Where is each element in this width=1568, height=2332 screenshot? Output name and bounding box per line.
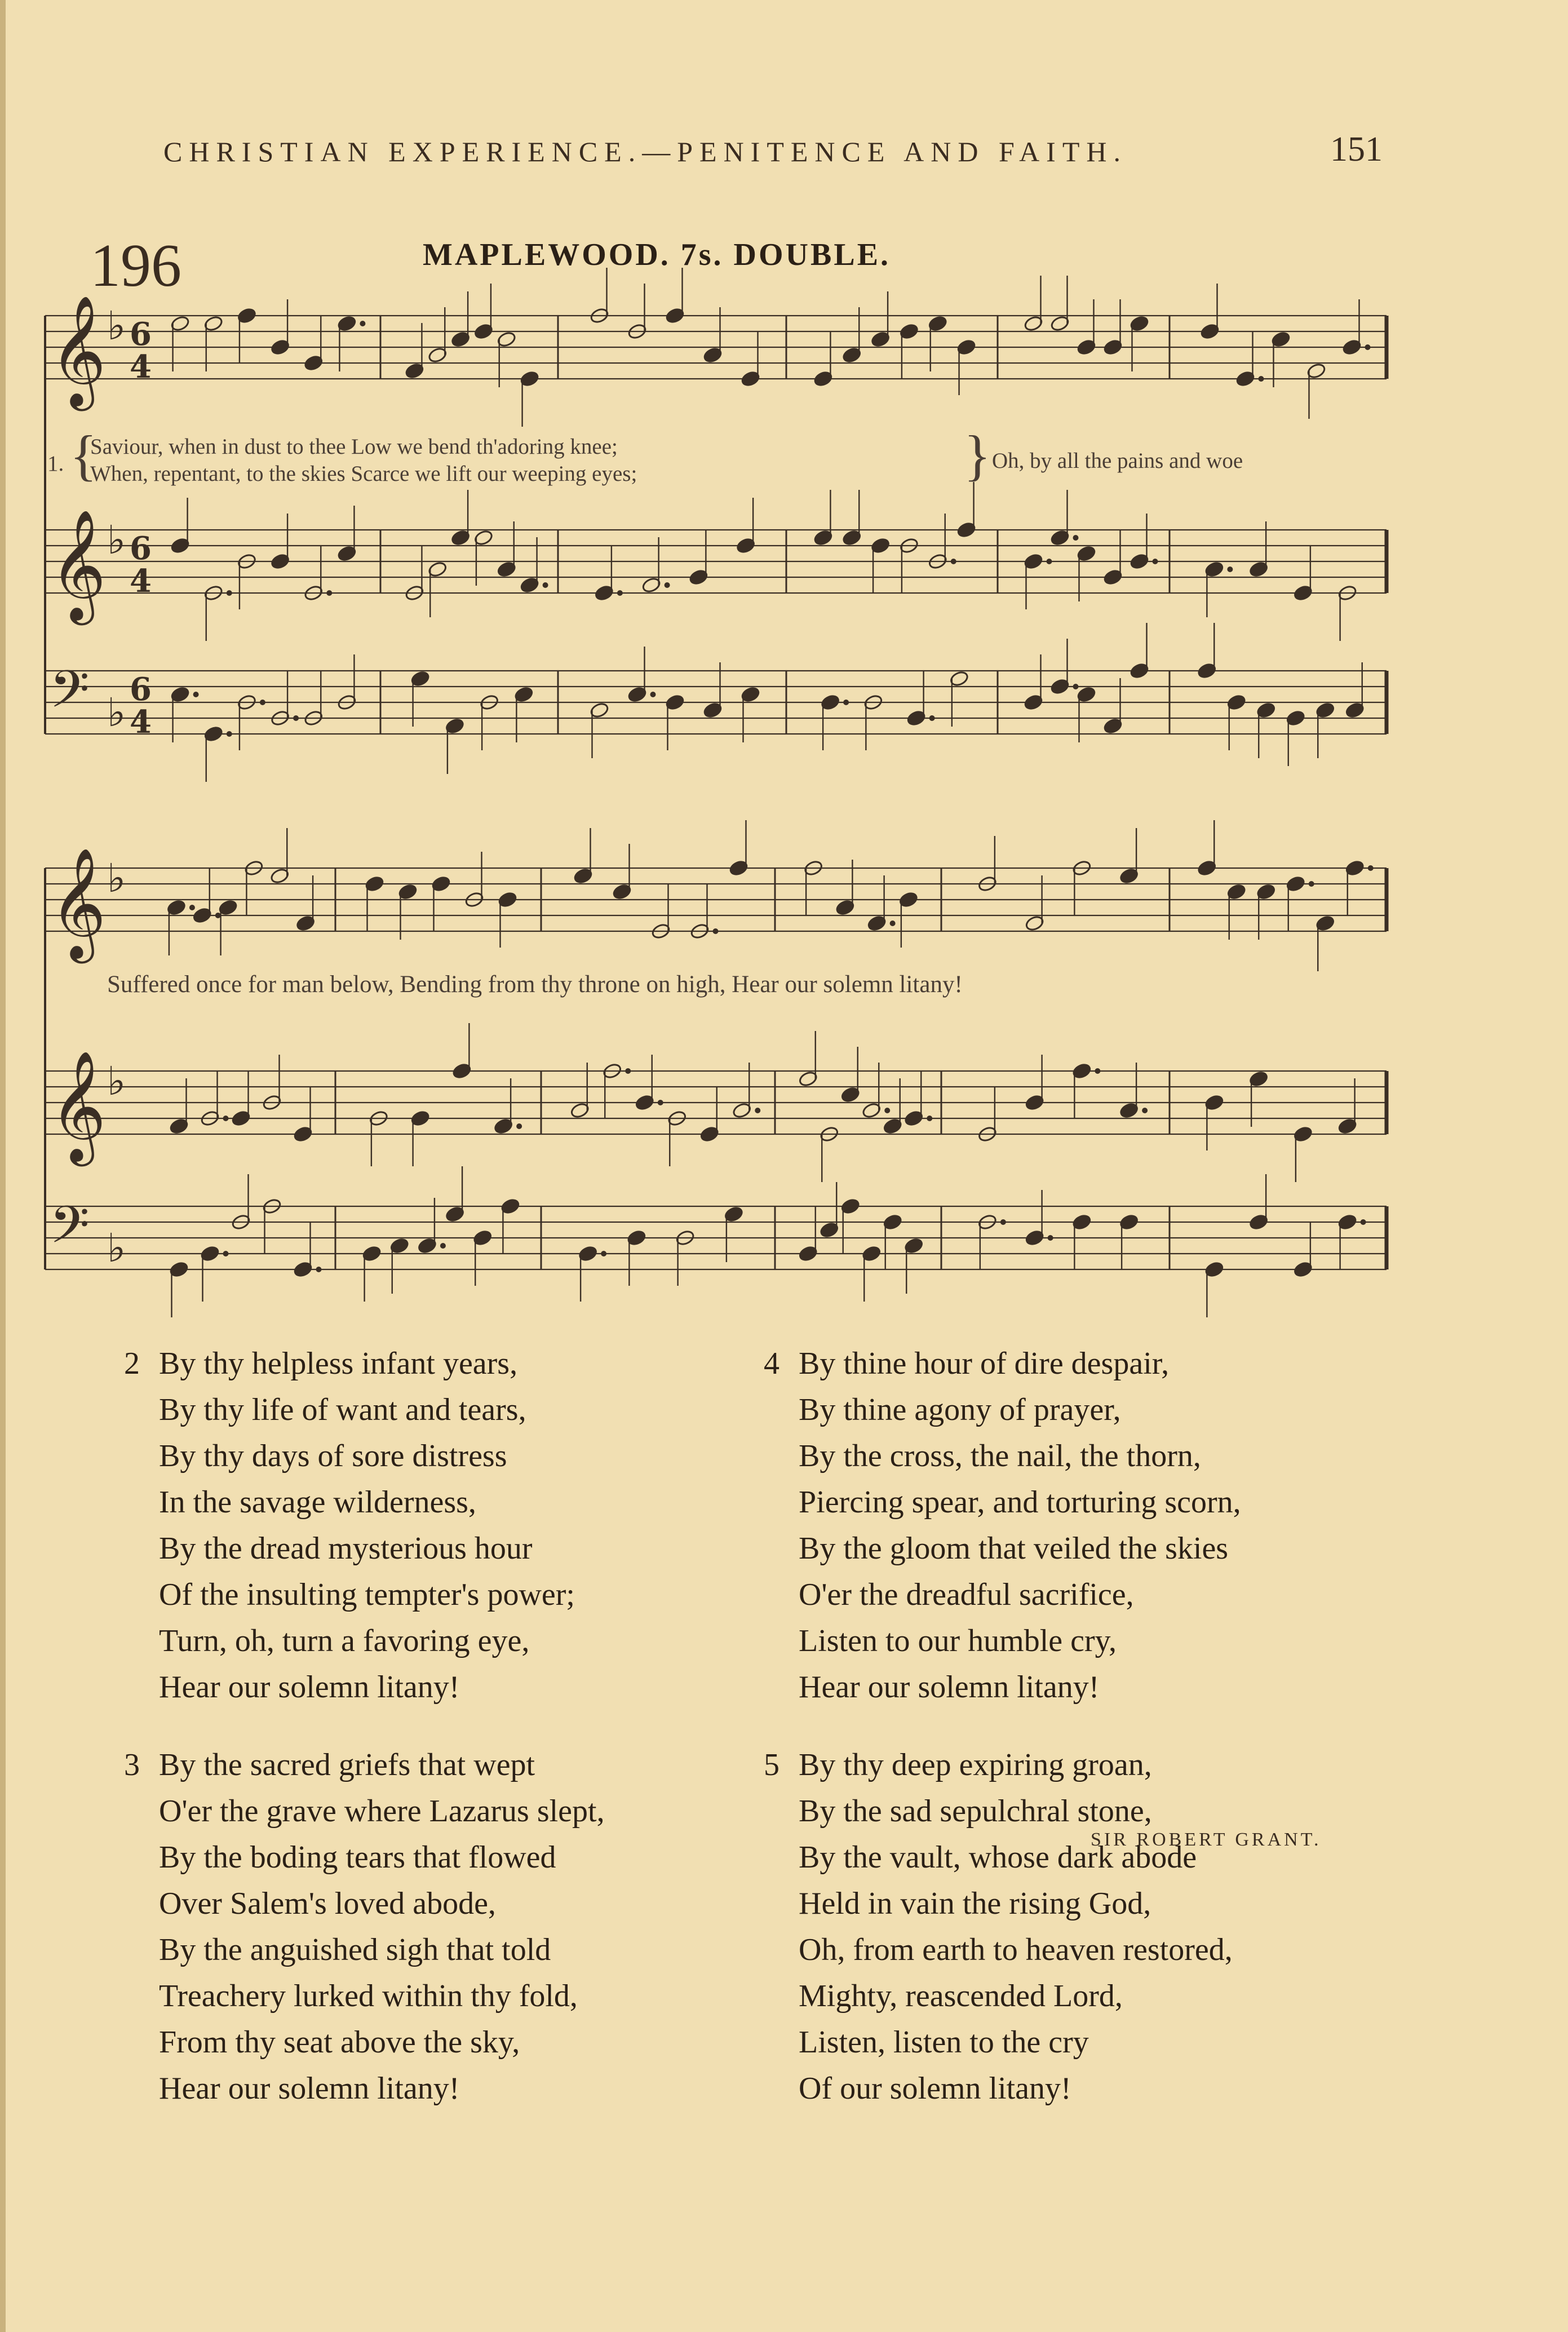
stanza-line: [124, 1664, 575, 1710]
dot-mark: [223, 1116, 229, 1121]
stanza-5: [764, 1742, 1233, 2112]
dot-mark: [929, 715, 935, 721]
stanza-line: [124, 1572, 575, 1618]
stanza-line-text: From thy seat above the sky,: [159, 2025, 520, 2060]
dot-mark: [843, 700, 849, 705]
stanza-number: 5: [764, 1747, 779, 1782]
dot-mark: [1153, 559, 1158, 564]
dot-mark: [189, 905, 195, 910]
stanza-line-text: By the cross, the nail, the thorn,: [799, 1439, 1201, 1473]
author-credit: SIR ROBERT GRANT.: [1091, 1829, 1322, 1850]
dot-mark: [665, 582, 670, 588]
staff-group-2: [45, 847, 1398, 1302]
dot-mark: [658, 1100, 663, 1105]
lyric-brace-close: }: [964, 424, 991, 486]
dot-mark: [326, 590, 332, 596]
stanza-line: [764, 2065, 1233, 2112]
stanza-line-text: Hear our solemn litany!: [799, 1670, 1100, 1705]
page-number: 151: [1330, 130, 1383, 169]
dot-mark: [227, 731, 232, 737]
stanza-number: 4: [764, 1346, 779, 1381]
stanza-line: [124, 1927, 605, 1973]
stanza-line-text: Piercing spear, and torturing scorn,: [799, 1485, 1241, 1520]
time-signature-top: 6: [130, 530, 152, 567]
stanza-line: [764, 1572, 1241, 1618]
stanza-line: [764, 1927, 1233, 1973]
running-title: CHRISTIAN EXPERIENCE.—PENITENCE AND FAITH.: [163, 136, 1127, 167]
stanza-line-text: By the sacred griefs that wept: [159, 1747, 535, 1782]
stanza-line-text: By the anguished sigh that told: [159, 1932, 551, 1967]
stanza-line-text: By the sad sepulchral stone,: [799, 1794, 1152, 1829]
stanza-line-text: Held in vain the rising God,: [799, 1886, 1151, 1921]
dot-mark: [227, 590, 232, 596]
dot-mark: [260, 700, 265, 705]
dot-mark: [215, 913, 221, 918]
stanza-line: [124, 2065, 605, 2112]
dot-mark: [951, 559, 956, 564]
flat-icon: ♭: [107, 689, 126, 736]
dot-mark: [223, 1251, 229, 1256]
dot-mark: [316, 1267, 322, 1272]
dot-mark: [1368, 865, 1374, 871]
stanza-line: [764, 1618, 1241, 1664]
stanza-line: [764, 2019, 1233, 2065]
dot-mark: [543, 582, 548, 588]
dot-mark: [927, 1116, 932, 1121]
stanza-line-text: Of our solemn litany!: [799, 2071, 1071, 2106]
stanza-line: [764, 1788, 1233, 1834]
stanza-line: [124, 1834, 605, 1880]
stanza-line-text: Listen to our humble cry,: [799, 1623, 1117, 1658]
dot-mark: [617, 590, 623, 596]
dot-mark: [1000, 1219, 1006, 1225]
stanza-line: [764, 1742, 1233, 1788]
flat-icon: ♭: [107, 855, 126, 901]
dot-mark: [755, 1108, 760, 1113]
lyric-line-1c: Oh, by all the pains and woe: [992, 449, 1243, 473]
stanza-line: [124, 1387, 575, 1433]
stanza-line: [764, 1479, 1241, 1525]
stanza-line: [764, 1525, 1241, 1572]
dot-mark: [1095, 1068, 1100, 1074]
dot-mark: [193, 692, 199, 697]
time-signature-top: 6: [130, 671, 152, 708]
stanza-line-text: Listen, listen to the cry: [799, 2025, 1089, 2060]
stanza-line-text: In the savage wilderness,: [159, 1485, 476, 1520]
dot-mark: [1047, 559, 1052, 564]
dot-mark: [1361, 1219, 1366, 1225]
stanza-line: [124, 1880, 605, 1927]
dot-mark: [1073, 535, 1079, 541]
music-system-1: [45, 295, 1398, 761]
dot-mark: [440, 1243, 446, 1249]
stanza-line: [764, 1433, 1241, 1479]
stanza-line-text: Hear our solemn litany!: [159, 1670, 460, 1705]
stanza-line: [124, 1433, 575, 1479]
time-signature-bottom: 4: [130, 348, 152, 386]
stanza-line-text: By the boding tears that flowed: [159, 1840, 556, 1875]
stanza-line-text: By the dread mysterious hour: [159, 1531, 533, 1566]
stanza-line-text: Of the insulting tempter's power;: [159, 1577, 575, 1612]
stanza-line-text: Hear our solemn litany!: [159, 2071, 460, 2106]
stanza-line-text: By thine hour of dire despair,: [799, 1346, 1170, 1381]
stanza-line-text: O'er the grave where Lazarus slept,: [159, 1794, 605, 1829]
hymn-number: 196: [90, 232, 181, 299]
stanza-line: [764, 1387, 1241, 1433]
lyric-brace-open: {: [70, 424, 97, 486]
stanza-line-text: By thine agony of prayer,: [799, 1392, 1121, 1427]
stanza-line: [124, 1618, 575, 1664]
stanza-line: [764, 1880, 1233, 1927]
dot-mark: [293, 715, 299, 721]
stanza-line: [124, 1525, 575, 1572]
stanza-line: [764, 1664, 1241, 1710]
dot-mark: [713, 928, 719, 934]
dot-mark: [1227, 567, 1233, 572]
flat-icon: ♭: [107, 303, 126, 349]
dot-mark: [360, 321, 365, 326]
stanza-line: [764, 1973, 1233, 2019]
stanza-line-text: O'er the dreadful sacrifice,: [799, 1577, 1134, 1612]
stanza-line: [124, 1340, 575, 1387]
flat-icon: ♭: [107, 1058, 126, 1104]
stanza-line-text: By thy life of want and tears,: [159, 1392, 526, 1427]
dot-mark: [601, 1251, 606, 1256]
dot-mark: [516, 1123, 522, 1129]
stanza-number: 2: [124, 1346, 140, 1381]
flat-icon: ♭: [107, 1225, 126, 1271]
stanza-line-text: By the vault, whose dark abode: [799, 1840, 1197, 1875]
dot-mark: [1048, 1235, 1053, 1241]
lyric-line-1b: When, repentant, to the skies Scarce we lift our weeping eyes;: [90, 462, 637, 486]
stanza-line-text: By the gloom that veiled the skies: [799, 1531, 1229, 1566]
dot-mark: [1259, 376, 1264, 382]
stanza-2: [124, 1340, 575, 1710]
treble-clef-icon: 𝄞: [50, 509, 107, 621]
time-signature-bottom: 4: [130, 563, 152, 600]
verse-number: 1.: [47, 452, 64, 476]
stanza-line-text: Over Salem's loved abode,: [159, 1886, 496, 1921]
stanza-line-text: Oh, from earth to heaven restored,: [799, 1932, 1233, 1967]
dot-mark: [1365, 344, 1371, 350]
dot-mark: [1073, 684, 1079, 689]
lyric-line-1a: Saviour, when in dust to thee Low we bend th'adoring knee;: [90, 435, 618, 459]
stanza-line: [124, 1973, 605, 2019]
treble-clef-icon: 𝄞: [50, 847, 107, 959]
stanza-line: [764, 1340, 1241, 1387]
stanza-4: [764, 1340, 1241, 1710]
stanza-line-text: By thy deep expiring groan,: [799, 1747, 1152, 1782]
stanza-line-text: Treachery lurked within thy fold,: [159, 1979, 578, 2014]
treble-clef-icon: 𝄞: [50, 295, 107, 406]
stanza-line-text: By thy helpless infant years,: [159, 1346, 518, 1381]
page-edge: [0, 0, 6, 2332]
treble-clef-icon: 𝄞: [50, 1050, 107, 1162]
lyric-line-2: Suffered once for man below, Bending from thy throne on high, Hear our solemn litany!: [107, 971, 963, 998]
flat-icon: ♭: [107, 517, 126, 563]
stanza-number: 3: [124, 1747, 140, 1782]
stanza-line-text: Mighty, reascended Lord,: [799, 1979, 1123, 2014]
bass-clef-icon: 𝄢: [50, 660, 90, 732]
dot-mark: [1142, 1108, 1148, 1113]
stanza-line: [124, 1479, 575, 1525]
stanza-3: [124, 1742, 605, 2112]
stanza-line-text: By thy days of sore distress: [159, 1439, 507, 1473]
stanza-line: [124, 2019, 605, 2065]
stanza-line-text: Turn, oh, turn a favoring eye,: [159, 1623, 530, 1658]
dot-mark: [1309, 881, 1314, 887]
dot-mark: [890, 921, 896, 926]
dot-mark: [650, 692, 656, 697]
stanza-line: [124, 1788, 605, 1834]
tune-name: MAPLEWOOD. 7s. DOUBLE.: [423, 237, 891, 272]
dot-mark: [884, 1108, 890, 1113]
time-signature-top: 6: [130, 316, 152, 353]
staff-group-1: [45, 295, 1398, 761]
time-signature-bottom: 4: [130, 703, 152, 741]
stanza-line: [124, 1742, 605, 1788]
bass-clef-icon: 𝄢: [50, 1195, 90, 1267]
music-system-2: [45, 847, 1398, 1302]
dot-mark: [625, 1068, 631, 1074]
